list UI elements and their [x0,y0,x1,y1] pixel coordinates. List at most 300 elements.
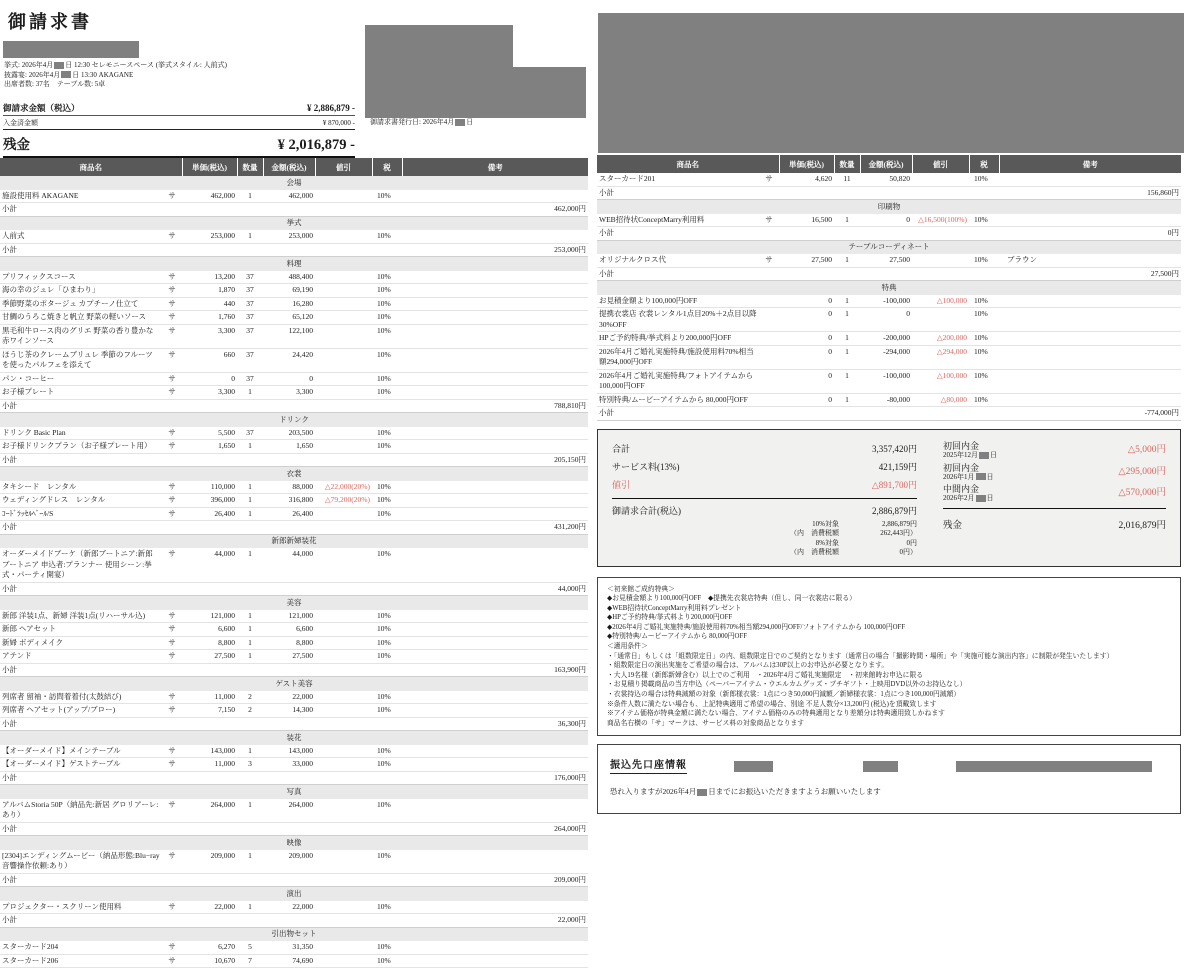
subtotal-row [0,663,588,677]
unit-price: 16,500 [779,214,834,227]
discount [315,850,372,874]
unit-price: 0 [779,308,834,332]
subtotal-label: 小計 [0,717,182,731]
unit-price: 27,500 [779,254,834,267]
unit-price: 3,300 [182,324,237,348]
payment-date-prefix: 2025年12月 [943,451,978,459]
reception-date-suffix: 日 13:30 AKAGANE [72,70,134,79]
table-header-row [0,158,588,176]
payment-date-prefix: 2026年2月 [943,494,975,502]
discount: △294,000 [912,345,969,369]
subtotal-row [0,453,588,467]
subtotal-row [0,717,588,731]
amount: 0 [860,308,912,332]
table-row [0,636,588,650]
quantity: 1 [237,799,263,823]
discount [315,704,372,718]
unit-price: 1,870 [182,284,237,298]
item-name: 列席者 ヘアセット(アップ/ブロー) [0,704,162,718]
column-header: 単価(税込) [779,155,834,173]
subtotal-value: 27,500円 [999,267,1181,281]
discount: △79,200(20%) [315,494,372,508]
quantity: 37 [237,271,263,284]
subtotal-row [597,227,1181,241]
notes-line: ・お見積り掲載商品の当方申込（ペーパーアイテム・ウエルカムグッズ・プチギフト・上映用DVD以外のお持込なし） [607,681,967,689]
discount [315,610,372,623]
discount: △200,000 [912,332,969,346]
redacted-day [976,495,986,502]
remarks [402,901,588,914]
item-name: 海の幸のジュレ「ひまわり」 [0,284,162,298]
table-row [0,799,588,823]
amount: 16,280 [263,297,315,311]
remarks [402,758,588,772]
unit-price: 253,000 [182,230,237,243]
unit-price: 110,000 [182,481,237,494]
remarks [402,650,588,664]
table-row [597,254,1181,267]
amount: 209,000 [263,850,315,874]
amount: 1,650 [263,440,315,454]
remarks [402,548,588,582]
quantity: 37 [237,427,263,440]
remarks [402,799,588,823]
item-name: 甘鯛のうろこ焼きと帆立 野菜の軽いソース [0,311,162,325]
item-name: 黒毛和牛ロース肉のグリエ 野菜の香り豊かな赤ワインソース [0,324,162,348]
amount: 33,000 [263,758,315,772]
item-name: ドリンク Basic Plan [0,427,162,440]
tax-rate: 10% [372,745,402,758]
amount: 50,820 [860,173,912,186]
quantity: 1 [237,636,263,650]
remarks [402,507,588,521]
table-row [0,284,588,298]
unit-price: 22,000 [182,901,237,914]
redacted-day [979,452,989,459]
subtotal-label: 小計 [0,203,182,217]
subtotal-value: 0円 [999,227,1181,241]
payment-amount: △295,000円 [1118,466,1166,477]
totals-right [943,440,1166,558]
item-name: スターカード206 [0,954,162,968]
section-label: 美容 [0,596,588,610]
attendee-line: 出席者数: 37名 テーブル数: 5卓 [4,80,106,88]
remarks [999,308,1181,332]
quantity: 37 [237,311,263,325]
table-row [0,941,588,954]
service-mark [759,308,779,332]
column-header: 単価(税込) [182,158,237,176]
item-name: 新婦 ボディメイク [0,636,162,650]
redacted-day [54,62,64,69]
subtotal-value: 163,900円 [402,663,588,677]
item-name: スターカード201 [597,173,759,186]
payment-date [943,451,997,460]
subtotal-row [0,521,588,535]
unit-price: 121,000 [182,610,237,623]
quantity: 1 [237,650,263,664]
remarks [402,440,588,454]
service-mark [759,345,779,369]
unit-price: 7,150 [182,704,237,718]
section-label: 引出物セット [0,927,588,941]
amount: -100,000 [860,369,912,393]
remarks [402,494,588,508]
item-name: アルバムStoria 50P（納品先:新居 グロリアーレ:あり） [0,799,162,823]
unit-price: 0 [779,345,834,369]
remarks [999,332,1181,346]
service-mark: サ [162,745,182,758]
tax-rate: 10% [372,297,402,311]
discount: △80,000 [912,393,969,407]
service-mark: サ [162,230,182,243]
service-mark: サ [162,691,182,704]
notes-line: ◆2026年4月ご婚礼実施特典/施設使用料70%相当額294,000円OFF/フォトアイテムから 100,000円OFF [607,623,906,631]
section-row [0,785,588,799]
tax-rate: 10% [372,799,402,823]
service-mark: サ [162,507,182,521]
table-row [0,494,588,508]
section-label: 衣裳 [0,467,588,481]
amount: 488,400 [263,271,315,284]
discount [315,548,372,582]
section-label: 映像 [0,836,588,850]
amount: -200,000 [860,332,912,346]
table-row [0,386,588,400]
section-label: ゲスト美容 [0,677,588,691]
table-row [0,440,588,454]
remarks [402,271,588,284]
discount [315,636,372,650]
amount: 22,000 [263,691,315,704]
subtotal-row [0,582,588,596]
quantity: 1 [834,393,860,407]
notes-line: ＜適用条件＞ [607,643,648,651]
column-header: 商品名 [597,155,779,173]
payment-date [943,494,994,503]
payment-amount: △570,000円 [1118,488,1166,498]
subtotal-row [0,203,588,217]
ceremony-line [4,61,227,71]
remarks [402,623,588,637]
tax-rate: 10% [372,507,402,521]
quantity: 1 [237,745,263,758]
item-name: タキシード レンタル [0,481,162,494]
section-label: 新郎新婦装花 [0,534,588,548]
section-row [0,677,588,691]
payments-divider [943,508,1166,509]
remarks [999,173,1181,186]
amount: 44,000 [263,548,315,582]
tax-rate: 10% [372,386,402,400]
tax-detail-label: 10%対象 [812,519,839,528]
amount: 65,120 [263,311,315,325]
service-mark: サ [162,941,182,954]
redacted-bank-name [734,761,773,772]
subtotal-label: 小計 [0,243,182,257]
table-row [0,691,588,704]
item-name: オリジナルクロス代 [597,254,759,267]
service-mark: サ [162,348,182,372]
payment-date-suffix: 日 [986,494,994,502]
section-label: 演出 [0,887,588,901]
item-name: 人前式 [0,230,162,243]
quantity: 1 [237,507,263,521]
subtotal-label: 小計 [597,227,779,241]
discount [315,650,372,664]
remarks [402,704,588,718]
unit-price: 660 [182,348,237,372]
quantity: 1 [834,308,860,332]
tax-rate: 10% [372,372,402,386]
bank-info-title: 振込先口座情報 [610,756,687,774]
discount [315,324,372,348]
subtotal-value: 431,200円 [402,521,588,535]
notes-line: ※アイテム価格が特典金額に満たない場合、アイテム価格のみの特典適用となり差額分は特典適用致しかねます [607,710,945,718]
section-row [0,596,588,610]
subtotal-row [0,873,588,887]
amount: 122,100 [263,324,315,348]
tax-rate: 10% [372,636,402,650]
column-header: 値引 [912,155,969,173]
amount: 8,800 [263,636,315,650]
subtotal-row [597,407,1181,421]
section-row [0,534,588,548]
service-charge-row [612,458,917,476]
amount: 264,000 [263,799,315,823]
table-row [0,348,588,372]
amount: 0 [860,214,912,227]
redacted-address-block [365,25,513,67]
amount: 462,000 [263,190,315,203]
remarks [402,230,588,243]
unit-price: 0 [779,369,834,393]
amount: 121,000 [263,610,315,623]
amount: 27,500 [860,254,912,267]
subtotal-label: 小計 [0,771,182,785]
section-label: 料理 [0,257,588,271]
section-row [0,467,588,481]
amount: 6,600 [263,623,315,637]
service-mark: サ [162,284,182,298]
discount [315,271,372,284]
unit-price: 440 [182,297,237,311]
table-row [0,650,588,664]
subtotal-value: -774,000円 [999,407,1181,421]
issue-date [370,117,473,127]
subtotal-row [0,771,588,785]
amount: -80,000 [860,393,912,407]
grand-total-label: 合計 [612,444,631,454]
section-label: ドリンク [0,413,588,427]
service-mark: サ [162,901,182,914]
payment-label: 中間内金 [943,484,980,494]
table-row [0,271,588,284]
item-name: 新郎 ヘアセット [0,623,162,637]
column-header: 数量 [237,158,263,176]
tax-rate: 10% [372,691,402,704]
notes-line: ・組数限定日の演出実施をご希望の場合は、アルバムは30P以上のお申込が必要となります。 [607,662,889,670]
tax-rate: 10% [372,324,402,348]
remarks [402,427,588,440]
amount: 88,000 [263,481,315,494]
quantity: 2 [237,691,263,704]
subtotal-value: 788,810円 [402,399,588,413]
grand-total-value: 3,357,420円 [871,444,917,454]
unit-price: 10,670 [182,954,237,968]
notes-line: ＜初来館ご成約特典＞ [607,585,675,593]
item-name: ほうじ茶のクレームブリュレ 季節のフルーツを使ったパルフェを添えて [0,348,162,372]
service-mark: サ [162,297,182,311]
item-name: スターカード204 [0,941,162,954]
redacted-day [61,71,71,78]
redacted-billing-block [598,13,1184,153]
amount: 31,350 [263,941,315,954]
service-mark: サ [162,758,182,772]
unit-price: 11,000 [182,758,237,772]
item-name: 【オーダーメイド】メインテーブル [0,745,162,758]
quantity: 1 [834,332,860,346]
subtotal-value: 176,000円 [402,771,588,785]
discount-row [612,476,917,494]
remarks [402,691,588,704]
balance-label: 残金 [3,137,30,152]
payment-date [943,473,994,482]
subtotal-value: 462,000円 [402,203,588,217]
notes-line: ◆HPご予約特典/挙式料より200,000円OFF [607,614,733,622]
notes-line: ◆お見積金額より100,000円OFF ◆提携先衣裳店特典（但し、同一衣裳店に限る） [607,595,856,603]
column-header: 備考 [402,158,588,176]
quantity: 1 [834,345,860,369]
column-header: 税 [372,158,402,176]
amount: 26,400 [263,507,315,521]
item-name: ウェディングドレス レンタル [0,494,162,508]
item-name: 2026年4月ご婚礼実施特典/フォトアイテムから100,000円OFF [597,369,759,393]
amount: 69,190 [263,284,315,298]
payment-amount: △5,000円 [1127,445,1166,455]
tax-rate: 10% [372,548,402,582]
table-row [0,324,588,348]
unit-price: 11,000 [182,691,237,704]
service-charge-value: 421,159円 [878,462,917,472]
discount [315,799,372,823]
column-header: 商品名 [0,158,182,176]
remarks [999,214,1181,227]
item-name: 季節野菜のポタージュ カプチーノ仕立て [0,297,162,311]
subtotal-label: 小計 [0,582,182,596]
unit-price: 26,400 [182,507,237,521]
discount: △100,000 [912,369,969,393]
tax-rate: 10% [372,190,402,203]
quantity: 1 [237,901,263,914]
remaining-balance-value: 2,016,879円 [1118,521,1166,531]
table-row [0,230,588,243]
discount [315,230,372,243]
quantity: 1 [237,548,263,582]
tax-rate: 10% [969,369,999,393]
discount [315,941,372,954]
tax-detail-row [612,539,917,549]
remaining-balance-label: 残金 [943,521,963,531]
unit-price: 8,800 [182,636,237,650]
unit-price: 462,000 [182,190,237,203]
tax-detail-label: （内 消費税額 [790,548,839,556]
service-mark: サ [162,271,182,284]
table-row [0,758,588,772]
column-header: 税 [969,155,999,173]
quantity: 7 [237,954,263,968]
tax-rate: 10% [372,650,402,664]
totals-left [612,440,917,558]
quantity: 1 [834,254,860,267]
subtotal-row [0,914,588,928]
quantity: 37 [237,284,263,298]
service-mark: サ [162,494,182,508]
table-row [0,954,588,968]
payment-row [943,483,1166,505]
section-row [0,731,588,745]
service-mark: サ [162,623,182,637]
subtotal-label: 小計 [597,186,779,200]
billed-total-row [612,502,917,520]
table-header-row [597,155,1181,173]
discount: △16,500(100%) [912,214,969,227]
tax-detail-value: 0円） [899,548,917,556]
unit-price: 264,000 [182,799,237,823]
unit-price: 27,500 [182,650,237,664]
table-row [0,372,588,386]
tax-detail-value: 262,443円） [880,529,917,537]
tax-rate: 10% [969,214,999,227]
discount [315,372,372,386]
discount [315,427,372,440]
service-mark [759,295,779,308]
remarks [999,393,1181,407]
quantity: 1 [237,494,263,508]
service-mark: サ [162,704,182,718]
table-row [0,311,588,325]
notes-line: ・衣裳持込の場合は特典減額の対象（新郎様衣裳：1点につき50,000円減額／新婦様衣裳：1点につき100,000円減額） [607,691,961,699]
service-mark [759,332,779,346]
service-mark: サ [162,324,182,348]
service-mark: サ [162,481,182,494]
section-row [0,176,588,190]
section-label: 挙式 [0,216,588,230]
billed-total-label: 御請求合計(税込) [612,506,681,516]
payment-row [943,461,1166,483]
section-label: 会場 [0,176,588,190]
tax-rate: 10% [372,311,402,325]
service-mark: サ [162,954,182,968]
item-name: HPご予約特典/挙式料より200,000円OFF [597,332,759,346]
quantity: 37 [237,372,263,386]
column-header: 備考 [999,155,1181,173]
remarks [402,324,588,348]
quantity: 1 [237,190,263,203]
discount [315,386,372,400]
right-table-area [597,155,1181,814]
ceremony-date-prefix: 挙式: 2026年4月 [4,61,54,69]
subtotal-label: 小計 [597,267,779,281]
tax-rate: 10% [372,440,402,454]
quantity: 1 [237,481,263,494]
paid-amount-value: ¥ 870,000 - [322,118,355,127]
tax-rate: 10% [372,284,402,298]
item-name: プロジェクター・スクリーン使用料 [0,901,162,914]
section-row [0,257,588,271]
section-row [597,240,1181,254]
payment-info [943,441,997,460]
